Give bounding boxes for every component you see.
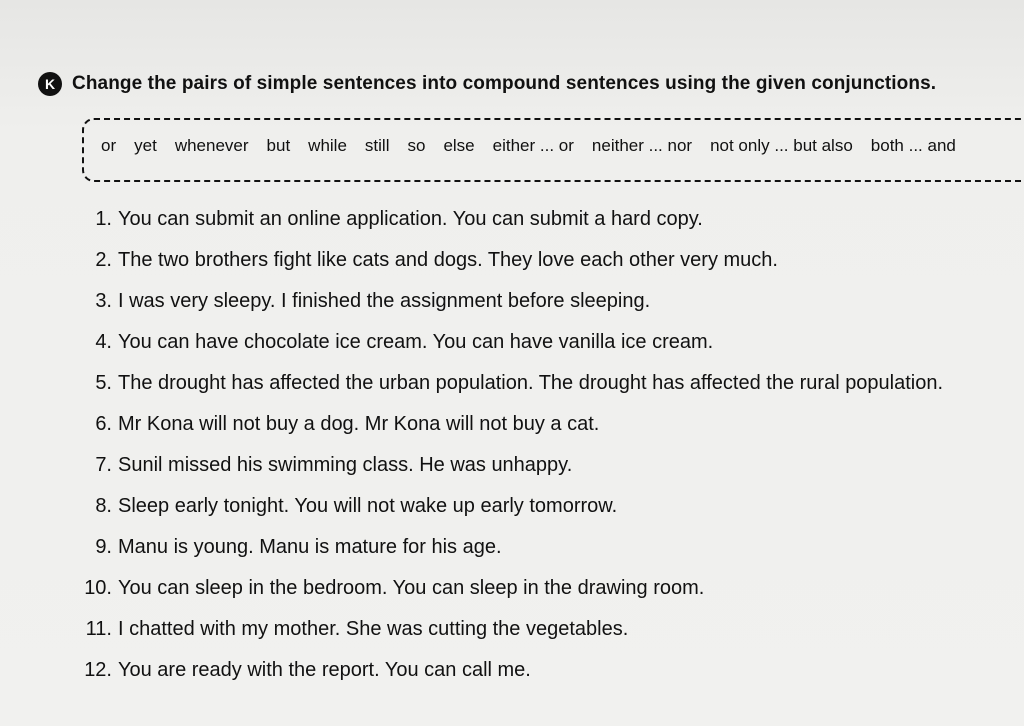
conjunction-list [101,136,956,156]
conjunction: both ... and [870,136,956,155]
item-text: I chatted with my mother. She was cutting the vegetables. [118,618,629,640]
item-number: 5. [95,372,112,394]
item-number: 9. [95,536,112,558]
list-item [84,208,984,249]
item-text: You can sleep in the bedroom. You can sleep in the drawing room. [118,577,705,599]
conjunction: not only ... but also [710,136,853,155]
list-item [84,577,984,618]
instruction: Change the pairs of simple sentences into compound sentences using the given conjunctions. [72,73,937,94]
conjunction: so [407,136,426,155]
list-item [84,372,984,413]
item-number: 1. [95,208,112,230]
item-text: The two brothers fight like cats and dogs. They love each other very much. [118,249,778,271]
list-item [84,413,984,454]
item-number: 3. [95,290,112,312]
item-number: 8. [95,495,112,517]
item-text: Mr Kona will not buy a dog. Mr Kona will not buy a cat. [118,413,600,435]
list-item [84,331,984,372]
item-number: 12. [84,659,112,681]
item-number: 6. [95,413,112,435]
item-text: I was very sleepy. I finished the assignment before sleeping. [118,290,651,312]
item-number: 11. [85,618,112,640]
list-item [84,454,984,495]
list-item [84,659,984,700]
item-number: 7. [95,454,112,476]
list-item [84,290,984,331]
conjunction: but [266,136,291,155]
conjunction: whenever [174,136,249,155]
item-text: The drought has affected the urban population. The drought has affected the rural population. [118,372,944,394]
list-item [84,536,984,577]
conjunction-box [82,118,1024,182]
item-text: Manu is young. Manu is mature for his age. [118,536,502,558]
item-number: 10. [84,577,112,599]
conjunction: while [308,136,347,155]
conjunction: else [443,136,475,155]
list-item [84,495,984,536]
conjunction: yet [134,136,157,155]
exercise-badge: K [38,72,62,96]
item-number: 2. [95,249,112,271]
item-text: You can submit an online application. You can submit a hard copy. [118,208,703,230]
exercise-header [38,72,936,96]
list-item [84,249,984,290]
conjunction: neither ... nor [591,136,693,155]
item-text: You are ready with the report. You can call me. [118,659,531,681]
item-text: Sunil missed his swimming class. He was unhappy. [118,454,573,476]
exercise-items [84,208,984,700]
item-text: You can have chocolate ice cream. You can have vanilla ice cream. [118,331,714,353]
conjunction: or [101,136,117,155]
conjunction: either ... or [492,136,574,155]
item-text: Sleep early tonight. You will not wake up early tomorrow. [118,495,618,517]
list-item [84,618,984,659]
item-number: 4. [95,331,112,353]
conjunction: still [364,136,390,155]
